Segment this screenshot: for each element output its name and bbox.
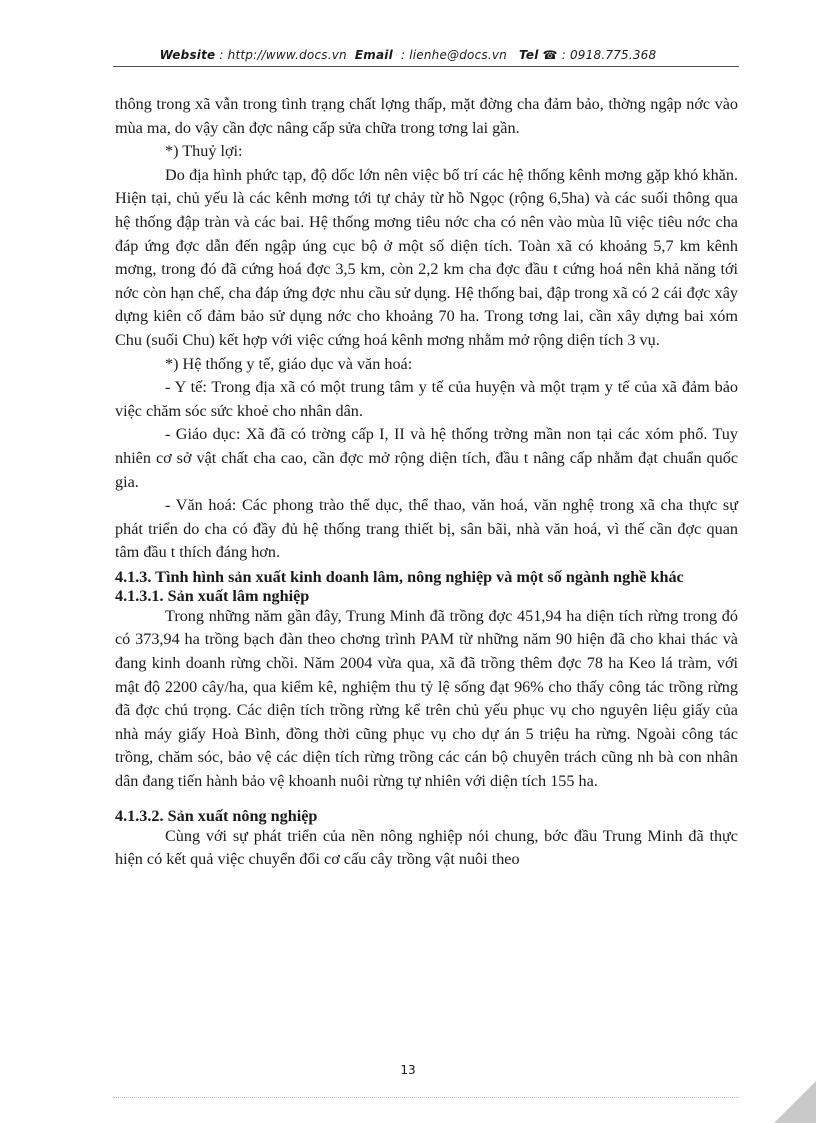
paragraph-education: - Giáo dục: Xã đã có trờng cấp I, II và hệ thống trờng mần non tại các xóm phố. Tuy nhiên cơ sở vật chất cha cao, cần đợc mở rộng diện tích, đầu t nâng cấp nhằm đạt chuẩn quốc gia. (115, 425, 738, 491)
phone-icon: ☎ (542, 48, 558, 62)
website-label: Website (159, 48, 216, 62)
website-value: : http://www.docs.vn (219, 48, 347, 62)
paragraph-roads: thông trong xã vẫn trong tình trạng chất lợng thấp, mặt đờng cha đảm bảo, thờng ngập nớc vào mùa ma, do vậy cần đợc nâng cấp sửa chữa trong tơng lai gần. (115, 95, 738, 137)
header-divider (113, 66, 739, 67)
tel-value: : 0918.775.368 (561, 48, 657, 62)
page-number: 13 (400, 1063, 416, 1077)
subheading-irrigation: *) Thuỷ lợi: (165, 142, 243, 161)
subheading-health-education-culture: *) Hệ thống y tế, giáo dục và văn hoá: (165, 354, 413, 373)
section-heading-4-1-3-1: 4.1.3.1. Sản xuất lâm nghiệp (115, 586, 310, 605)
paragraph-health: - Y tế: Trong địa xã có một trung tâm y tế của huyện và một trạm y tế của xã đảm bảo việc chăm sóc sức khoẻ cho nhân dân. (115, 378, 738, 420)
footer-divider (113, 1097, 739, 1098)
section-heading-4-1-3-2: 4.1.3.2. Sản xuất nông nghiệp (115, 806, 318, 825)
paragraph-culture: - Văn hoá: Các phong trào thể dục, thể thao, văn hoá, văn nghệ trong xã cha thực sự phát triển do cha có đầy đủ hệ thống trang thiết bị, sân bãi, nhà văn hoá, vì thế cần đợc quan tâm đầu t thích đáng hơn. (115, 496, 738, 562)
tel-label: Tel (519, 48, 539, 62)
email-label: Email (354, 48, 393, 62)
paragraph-irrigation: Do địa hình phức tạp, độ dốc lớn nên việc bố trí các hệ thống kênh mơng gặp khó khăn. Hiện tại, chủ yếu là các kênh mơng tới tự chảy từ hồ Ngọc (rộng 6,5ha) và các suối thông qua hệ thống đập tràn và các bai. Hệ thống mơng tiêu nớc cha có nên vào mùa lũ việc tiêu nớc cha đáp ứng đợc dẫn đến ngập úng cục bộ ở một số diện tích. Toàn xã có khoảng 5,7 km kênh mơng, trong đó đã cứng hoá đợc 3,5 km, còn 2,2 km cha đợc đầu t cứng hoá nên khả năng tới nớc còn hạn chế, cha đáp ứng đợc nhu cầu sử dụng. Hệ thống bai, đập trong xã có 2 cái đợc xây dựng kiên cố đảm bảo sử dụng nớc cho khoảng 70 ha. Trong tơng lai, cần xây dựng bai xóm Chu (suối Chu) kết hợp với việc cứng hoá kênh mơng nhằm mở rộng diện tích 3 vụ. (115, 165, 738, 349)
email-value: : lienhe@docs.vn (400, 48, 507, 62)
paragraph-agriculture: Cùng với sự phát triển của nền nông nghiệp nói chung, bớc đầu Trung Minh đã thực hiện có kết quả việc chuyển đổi cơ cấu cây trồng vật nuôi theo (115, 826, 738, 869)
page-header (0, 48, 816, 62)
page-curl-corner (774, 1081, 816, 1123)
section-heading-4-1-3: 4.1.3. Tình hình sản xuất kinh doanh lâm, nông nghiệp và một số ngành nghề khác (115, 567, 684, 586)
document-body (115, 93, 738, 872)
paragraph-forestry: Trong những năm gần đây, Trung Minh đã trồng đợc 451,94 ha diện tích rừng trong đó có 373,94 ha trồng bạch đàn theo chơng trình PAM từ những năm 90 hiện đã cho khai thác và đang kinh doanh rừng chồi. Năm 2004 vừa qua, xã đã trồng thêm đợc 78 ha Keo lá tràm, với mật độ 2200 cây/ha, qua kiểm kê, nghiệm thu tỷ lệ sống đạt 96% cho thấy công tác trồng rừng đã đợc chú trọng. Các diện tích trồng rừng kể trên chủ yếu phục vụ cho nguyên liệu giấy của nhà máy giấy Hoà Bình, đồng thời cũng phục vụ cho dự án 5 triệu ha rừng. Ngoài công tác trồng, chăm sóc, bảo vệ các diện tích rừng trồng các cán bộ chuyên trách cũng nh bà con nhân dân đang tiến hành bảo vệ khoanh nuôi rừng tự nhiên với diện tích 155 ha. (115, 606, 738, 791)
